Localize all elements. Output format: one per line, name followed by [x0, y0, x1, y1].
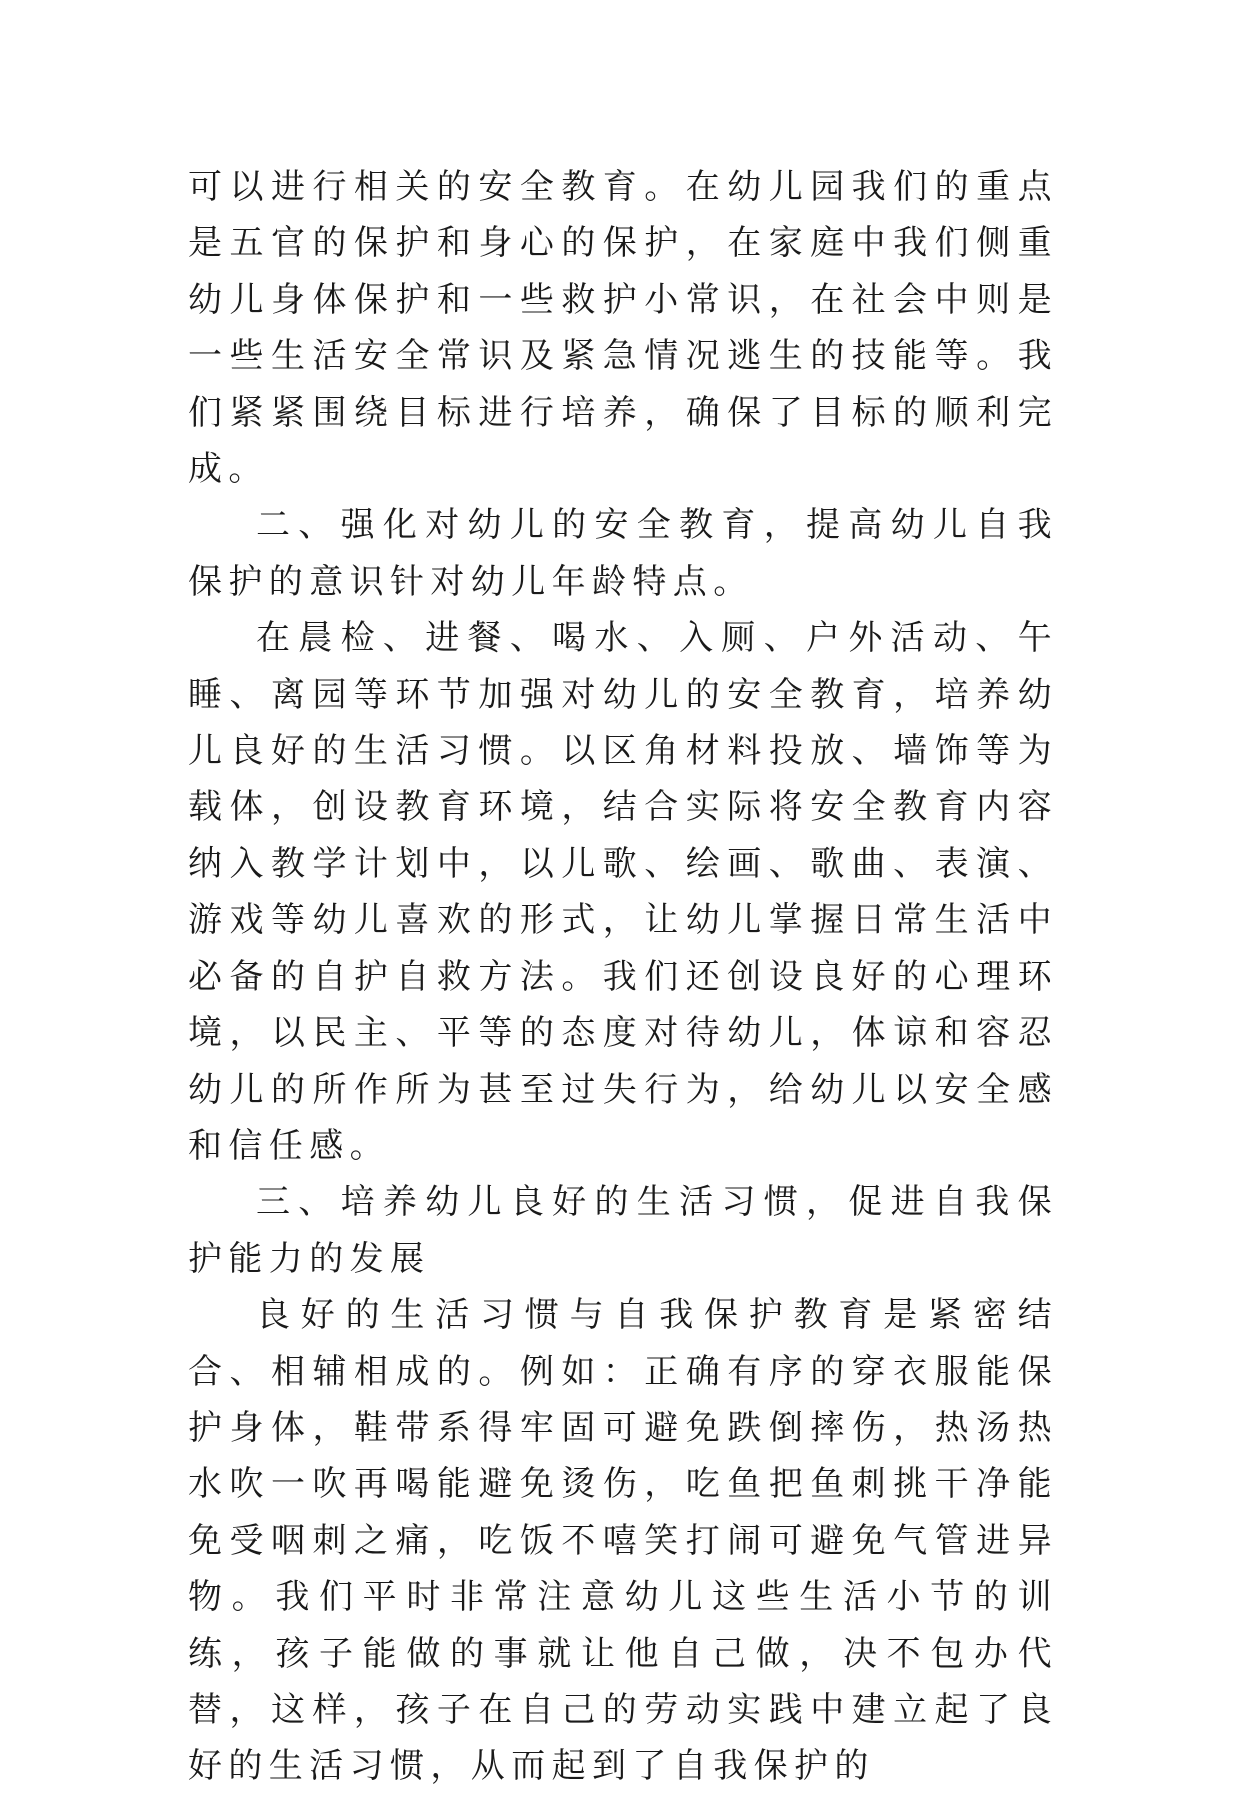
- paragraph-living-habits: 良好的生活习惯与自我保护教育是紧密结合、相辅相成的。例如：正确有序的穿衣服能保护身体，鞋带系得牢固可避免跌倒摔伤，热汤热水吹一吹再喝能避免烫伤，吃鱼把鱼刺挑干净能免受咽刺之痛，吃饭不嘻笑打闹可避免气管进异物。我们平时非常注意幼儿这些生活小节的训练，孩子能做的事就让他自己做，决不包办代替，这样，孩子在自己的劳动实践中建立起了良好的生活习惯，从而起到了自我保护的: [188, 1295, 1058, 1787]
- heading-section-two: 二、强化对幼儿的安全教育，提高幼儿自我保护的意识针对幼儿年龄特点。: [188, 505, 1058, 602]
- paragraph-daily-safety-education: 在晨检、进餐、喝水、入厕、户外活动、午睡、离园等环节加强对幼儿的安全教育，培养幼儿良好的生活习惯。以区角材料投放、墙饰等为载体，创设教育环境，结合实际将安全教育内容纳入教学计划中，以儿歌、绘画、歌曲、表演、游戏等幼儿喜欢的形式，让幼儿掌握日常生活中必备的自护自救方法。我们还创设良好的心理环境，以民主、平等的态度对待幼儿，体谅和容忍幼儿的所作所为甚至过失行为，给幼儿以安全感和信任感。: [188, 618, 1058, 1166]
- paragraph-safety-education-focus: 可以进行相关的安全教育。在幼儿园我们的重点是五官的保护和身心的保护，在家庭中我们侧重幼儿身体保护和一些救护小常识，在社会中则是一些生活安全常识及紧急情况逃生的技能等。我们紧紧围绕目标进行培养，确保了目标的顺利完成。: [188, 167, 1058, 490]
- heading-section-three: 三、培养幼儿良好的生活习惯，促进自我保护能力的发展: [188, 1182, 1058, 1279]
- document-body: [188, 159, 1058, 1795]
